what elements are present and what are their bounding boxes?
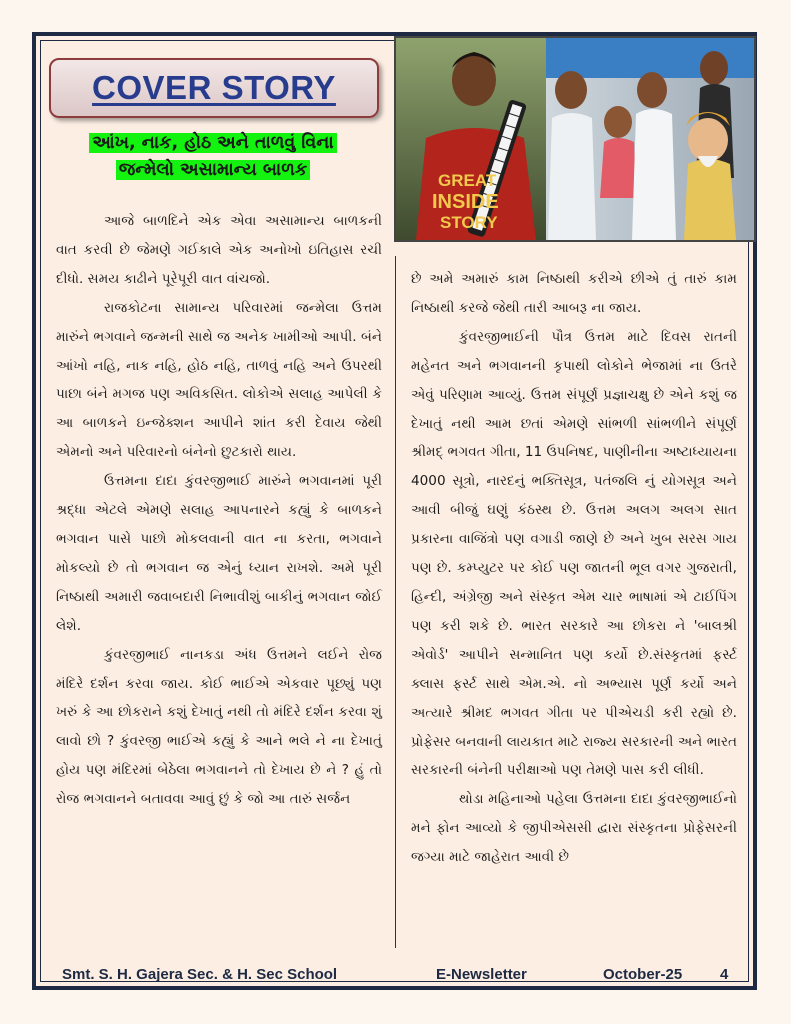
headline-line-2: જન્મેલો અસામાન્ય બાળક bbox=[116, 160, 310, 180]
article-column-left bbox=[56, 207, 382, 951]
page-footer bbox=[54, 966, 744, 988]
article-paragraph: છે અમે અમારું કામ નિષ્ઠાથી કરીએ છીએ તું તારું કામ નિષ્ઠાથી કરજે જેથી તારી આબરૂ ના જાય. bbox=[411, 271, 737, 316]
column-divider bbox=[395, 256, 396, 948]
cover-photo bbox=[394, 36, 756, 242]
article-column-right bbox=[411, 265, 737, 947]
article-paragraph: કુંવરજીભાઈની પૌત્ર ઉત્તમ માટે દિવસ રાતની મહેનત અને ભગવાનની કૃપાથી લોકોને ભેજામાં ના ઉતરે એવું પરિણામ આવ્યું. ઉત્તમ સંપૂર્ણ પ્રજ્ઞાચક્ષુ છે એને કશું જ દેખાતું નથી આમ છતાં એમણે સાંભળી સાંભળીને સંપૂર્ણ શ્રીમદ્ ભગવત ગીતા, 11 ઉપનિષદ, પાણીનીના અષ્ટાધ્યાયના 4000 સૂત્રો, નારદનું ભક્તિસૂત્ર, પતંજલિ નું યોગસૂત્ર અને આવી બીજું ઘણું કંઠસ્થ છે. ઉત્તમ અલગ અલગ સાત પ્રકારના વાજિંત્રો પણ વગાડી જાણે છે અને ખુબ સરસ ગાય પણ છે. કમ્પ્યુટર પર કોઈ પણ જાતની ભૂલ વગર ગુજરાતી, હિન્દી, અંગ્રેજી અને સંસ્કૃત એમ ચાર ભાષામાં એ ટાઈપિંગ પણ કરી શકે છે. ભારત સરકારે આ છોકરા ને 'બાલશ્રી એવોર્ડ' આપીને સન્માનિત પણ કર્યો છે.સંસ્કૃતમાં ફર્સ્ટ ક્લાસ ફર્સ્ટ સાથે એમ.એ. નો અભ્યાસ પૂર્ણ કર્યો અને અત્યારે શ્રીમદ ભગવત ગીતા પર પીએચડી કરી રહ્યો છે. પ્રોફેસર બનવાની લાયકાત માટે રાજ્ય સરકારની અને ભારત સરકારની બંનેની પરીક્ષાઓ પણ તેમણે પાસ કરી લીધી. bbox=[411, 328, 737, 779]
overlay-text-3: STORY bbox=[440, 213, 498, 232]
section-label: COVER STORY bbox=[92, 69, 336, 106]
article-paragraph: ઉત્તમના દાદા કુંવરજીભાઈ મારુંને ભગવાનમાં પૂરી શ્રદ્ધા એટલે એમણે સલાહ આપનારને કહ્યું કે બાળકને ભગવાન પાસે પાછો મોકલવાની વાત ના કરતા, ભગવાને મોકલ્યો છે તો ભગવાન જ એનું ધ્યાન રાખશે. અમે પૂરી નિષ્ઠાથી અમારી જવાબદારી નિભાવીશું બાકીનું ભગવાન જોઈ લેશે. bbox=[56, 473, 382, 634]
article-headline bbox=[84, 130, 342, 184]
overlay-text-1: GREAT bbox=[438, 171, 497, 190]
footer-issue-date: October-25 bbox=[603, 966, 683, 983]
footer-publication: E-Newsletter bbox=[436, 966, 527, 983]
footer-school-name: Smt. S. H. Gajera Sec. & H. Sec School bbox=[62, 966, 338, 983]
headline-line-1: આંખ, નાક, હોઠ અને તાળવું વિના bbox=[89, 133, 336, 153]
overlay-text-2: INSIDE bbox=[432, 191, 499, 213]
article-paragraph: રાજકોટના સામાન્ય પરિવારમાં જન્મેલા ઉત્તમ મારુંને ભગવાને જન્મની સાથે જ અનેક ખામીઓ આપી. બંને આંખો નહિ, નાક નહિ, હોઠ નહિ, તાળવું નહિ અને ઉપરથી પાછા બંને મગજ પણ અવિકસિત. લોકોએ સલાહ આપેલી કે આ બાળકને ઇન્જેક્શન આપીને શાંત કરી દેવાય જેથી એમનો અને પરિવારનો બંનેનો છુટકારો થાય. bbox=[56, 299, 382, 461]
article-paragraph: કુંવરજીભાઈ નાનકડા અંધ ઉત્તમને લઈને રોજ મંદિરે દર્શન કરવા જાય. કોઈ ભાઈએ એકવાર પૂછ્યું પણ ખરું કે આ છોકરાને કશું દેખાતું નથી તો મંદિરે દર્શન કરવા શું લાવો છો ? કુંવરજી ભાઈએ કહ્યું કે આને ભલે ને ના દેખાતું હોય પણ મંદિરમાં બેઠેલા ભગવાનને તો દેખાય છે ને ? હું તો રોજ ભગવાનને બતાવવા આવું છું કે જો આ તારું સર્જન bbox=[56, 646, 382, 808]
article-paragraph: થોડા મહિનાઓ પહેલા ઉત્તમના દાદા કુંવરજીભાઈનો મને ફોન આવ્યો કે જીપીએસસી દ્વારા સંસ્કૃતના પ્રોફેસરની જગ્યા માટે જાહેરાત આવી છે bbox=[411, 791, 737, 866]
article-paragraph: આજે બાળદિને એક એવા અસામાન્ય બાળકની વાત કરવી છે જેમણે ગઈકાલે એક અનોખો ઇતિહાસ રચી દીધો. સમય કાઢીને પૂરેપૂરી વાત વાંચજો. bbox=[56, 213, 382, 287]
cover-story-badge bbox=[49, 58, 379, 118]
footer-page-number: 4 bbox=[720, 966, 729, 983]
cover-photo-illustration bbox=[396, 38, 754, 240]
